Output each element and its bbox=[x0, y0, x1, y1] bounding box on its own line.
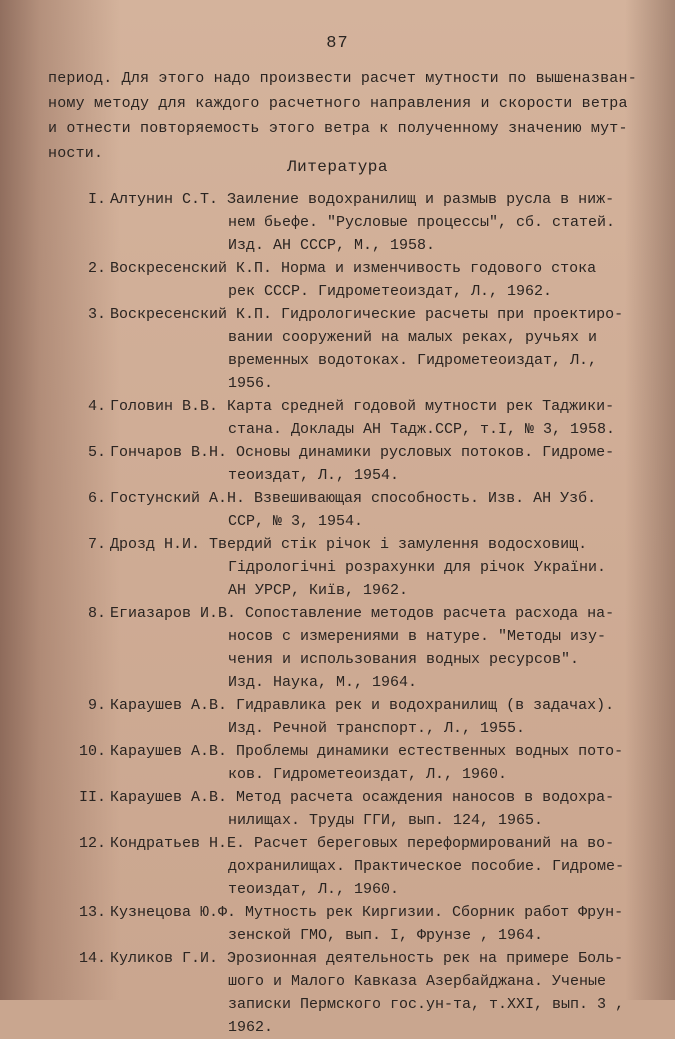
reference-line: Изд. Речной транспорт., Л., 1955. bbox=[228, 720, 526, 737]
reference-number: 12. bbox=[78, 835, 106, 852]
reference-item bbox=[0, 832, 675, 901]
reference-number: 5. bbox=[87, 444, 106, 461]
reference-text bbox=[110, 740, 645, 786]
reference-line: теоиздат, Л., 1960. bbox=[228, 881, 400, 898]
references-list bbox=[0, 188, 675, 1039]
reference-line: 1956. bbox=[228, 375, 274, 392]
intro-paragraph bbox=[48, 66, 637, 166]
reference-line: Воскресенский К.П. Гидрологические расчеты при проектиро- bbox=[110, 306, 624, 323]
reference-text bbox=[110, 395, 645, 441]
reference-text bbox=[110, 303, 645, 395]
reference-line: 1962. bbox=[228, 1019, 274, 1036]
reference-item bbox=[0, 602, 675, 694]
reference-text bbox=[110, 694, 645, 740]
reference-line: Воскресенский К.П. Норма и изменчивость годового стока bbox=[110, 260, 597, 277]
reference-item bbox=[0, 740, 675, 786]
reference-text bbox=[110, 533, 645, 602]
reference-line: ССР, № 3, 1954. bbox=[228, 513, 364, 530]
reference-line: Дрозд Н.И. Твердий стік річок і замулення водосховищ. bbox=[110, 536, 588, 553]
reference-number: II. bbox=[78, 789, 106, 806]
reference-number: 8. bbox=[87, 605, 106, 622]
reference-line: ков. Гидрометеоиздат, Л., 1960. bbox=[228, 766, 508, 783]
reference-line: Головин В.В. Карта средней годовой мутности рек Таджики- bbox=[110, 398, 615, 415]
reference-item bbox=[0, 395, 675, 441]
reference-line: АН УРСР, Київ, 1962. bbox=[228, 582, 409, 599]
reference-text bbox=[110, 487, 645, 533]
reference-number: 9. bbox=[87, 697, 106, 714]
references-heading: Литература bbox=[286, 158, 388, 176]
reference-line: записки Пермского гос.ун-та, т.XXI, вып. 3 , bbox=[228, 996, 625, 1013]
reference-line: Алтунин С.Т. Заиление водохранилищ и размыв русла в ниж- bbox=[110, 191, 615, 208]
reference-number: 6. bbox=[87, 490, 106, 507]
reference-item bbox=[0, 901, 675, 947]
reference-number: 4. bbox=[87, 398, 106, 415]
reference-item bbox=[0, 786, 675, 832]
reference-line: Гідрологічні розрахунки для річок України. bbox=[228, 559, 607, 576]
intro-line: период. Для этого надо произвести расчет мутности по вышеназван- bbox=[48, 70, 637, 87]
reference-text bbox=[110, 901, 645, 947]
reference-item bbox=[0, 303, 675, 395]
reference-text bbox=[110, 947, 645, 1039]
reference-line: Изд. Наука, М., 1964. bbox=[228, 674, 418, 691]
reference-item bbox=[0, 441, 675, 487]
reference-line: Кондратьев Н.Е. Расчет береговых переформирований на во- bbox=[110, 835, 615, 852]
reference-item bbox=[0, 947, 675, 1039]
reference-line: теоиздат, Л., 1954. bbox=[228, 467, 400, 484]
reference-line: носов с измерениями в натуре. "Методы изу- bbox=[228, 628, 607, 645]
reference-line: Гостунский А.Н. Взвешивающая способность. Изв. АН Узб. bbox=[110, 490, 597, 507]
reference-text bbox=[110, 602, 645, 694]
reference-line: Кузнецова Ю.Ф. Мутность рек Киргизии. Сборник работ Фрун- bbox=[110, 904, 624, 921]
reference-line: Изд. АН СССР, М., 1958. bbox=[228, 237, 436, 254]
reference-line: шого и Малого Кавказа Азербайджана. Ученые bbox=[228, 973, 607, 990]
reference-text bbox=[110, 441, 645, 487]
reference-number: 10. bbox=[78, 743, 106, 760]
reference-line: чения и использования водных ресурсов". bbox=[228, 651, 580, 668]
reference-text bbox=[110, 257, 645, 303]
reference-line: Караушев А.В. Проблемы динамики естественных водных пото- bbox=[110, 743, 624, 760]
reference-line: Куликов Г.И. Эрозионная деятельность рек на примере Боль- bbox=[110, 950, 624, 967]
reference-text bbox=[110, 786, 645, 832]
reference-text bbox=[110, 188, 645, 257]
reference-number: 3. bbox=[87, 306, 106, 323]
reference-item bbox=[0, 533, 675, 602]
reference-line: Караушев А.В. Гидравлика рек и водохранилищ (в задачах). bbox=[110, 697, 615, 714]
reference-text bbox=[110, 832, 645, 901]
reference-line: вании сооружений на малых реках, ручьях и bbox=[228, 329, 598, 346]
reference-line: Караушев А.В. Метод расчета осаждения наносов в водохра- bbox=[110, 789, 615, 806]
reference-number: 14. bbox=[78, 950, 106, 967]
reference-number: 13. bbox=[78, 904, 106, 921]
reference-number: I. bbox=[87, 191, 106, 208]
reference-line: нилищах. Труды ГГИ, вып. 124, 1965. bbox=[228, 812, 544, 829]
reference-line: дохранилищах. Практическое пособие. Гидроме- bbox=[228, 858, 625, 875]
reference-number: 7. bbox=[87, 536, 106, 553]
reference-number: 2. bbox=[87, 260, 106, 277]
reference-line: временных водотоках. Гидрометеоиздат, Л., bbox=[228, 352, 598, 369]
reference-item bbox=[0, 188, 675, 257]
reference-item bbox=[0, 487, 675, 533]
reference-item bbox=[0, 257, 675, 303]
intro-line: ному методу для каждого расчетного направления и скорости ветра bbox=[48, 95, 628, 112]
intro-line: ности. bbox=[48, 145, 104, 162]
reference-item bbox=[0, 694, 675, 740]
page-number: 87 bbox=[326, 34, 349, 53]
intro-line: и отнести повторяемость этого ветра к полученному значению мут- bbox=[48, 120, 628, 137]
reference-line: Егиазаров И.В. Сопоставление методов расчета расхода на- bbox=[110, 605, 615, 622]
reference-line: стана. Доклады АН Тадж.ССР, т.I, № 3, 1958. bbox=[228, 421, 616, 438]
reference-line: Гончаров В.Н. Основы динамики русловых потоков. Гидроме- bbox=[110, 444, 615, 461]
reference-line: рек СССР. Гидрометеоиздат, Л., 1962. bbox=[228, 283, 553, 300]
reference-line: нем бьефе. "Русловые процессы", сб. статей. bbox=[228, 214, 616, 231]
reference-line: зенской ГМО, вып. I, Фрунзе , 1964. bbox=[228, 927, 544, 944]
